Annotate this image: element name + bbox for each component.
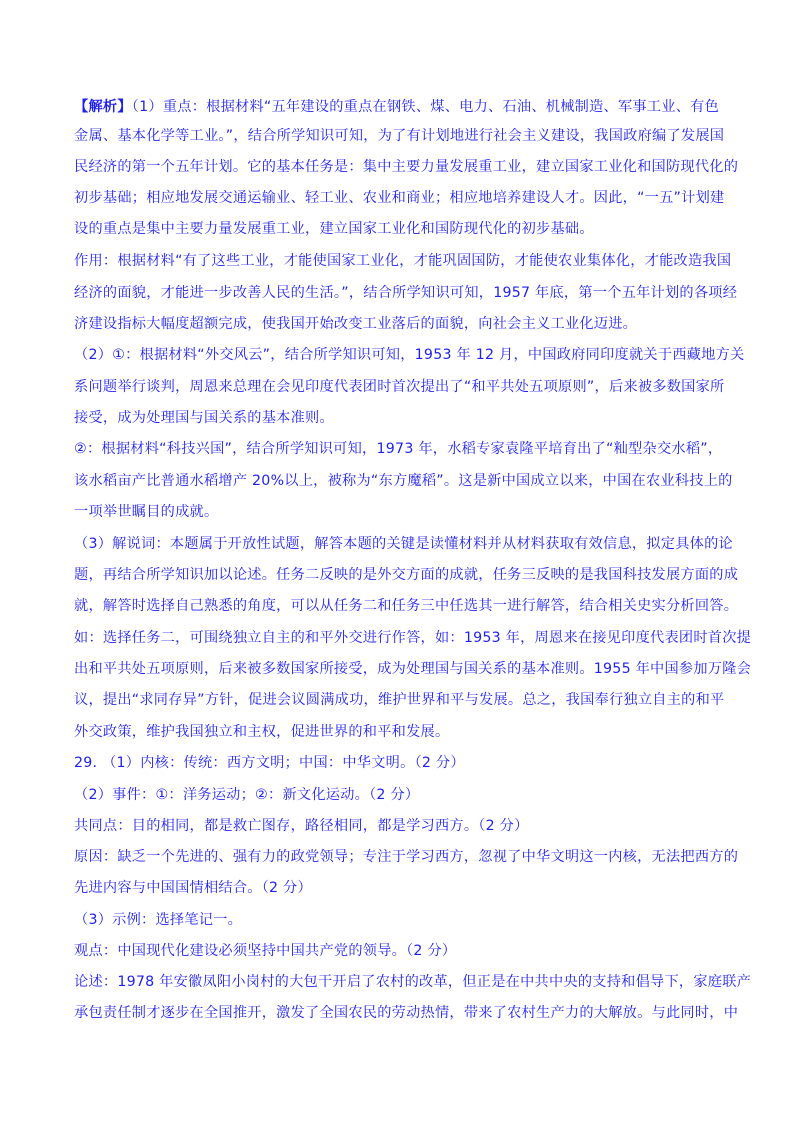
paragraph-line: 出和平共处五项原则，后来被多数国家所接受，成为处理国与国关系的基本准则。1955 年中国参加万隆会 bbox=[74, 661, 752, 677]
paragraph-line: 观点：中国现代化建设必须坚持中国共产党的领导。（2 分） bbox=[74, 943, 457, 959]
paragraph-line: 先进内容与中国国情相结合。（2 分） bbox=[74, 880, 312, 896]
paragraph-line: 外交政策，维护我国独立和主权，促进世界的和平和发展。 bbox=[74, 724, 450, 740]
paragraph-line: 一项举世瞩目的成就。 bbox=[74, 504, 219, 520]
paragraph-line: （2）①：根据材料“外交风云”，结合所学知识可知，1953 年 12 月，中国政府同印度就关于西藏地方关 bbox=[74, 347, 745, 363]
paragraph-line: ②：根据材料“科技兴国”，结合所学知识可知，1973 年，水稻专家袁隆平培育出了“籼型杂交水稻”， bbox=[74, 441, 723, 457]
paragraph-line: 初步基础；相应地发展交通运输业、轻工业、农业和商业；相应地培养建设人才。因此，“一五”计划建 bbox=[74, 190, 725, 206]
paragraph-line: 民经济的第一个五年计划。它的基本任务是：集中主要力量发展重工业，建立国家工业化和国防现代化的 bbox=[74, 159, 739, 175]
paragraph-line: 金属、基本化学等工业。”，结合所学知识可知，为了有计划地进行社会主义建设，我国政府编了发展国 bbox=[74, 128, 725, 144]
paragraph-line: 如：选择任务二，可围绕独立自主的和平外交进行作答，如：1953 年，周恩来在接见印度代表团时首次提 bbox=[74, 630, 752, 646]
paragraph-line: 题，再结合所学知识加以论述。任务二反映的是外交方面的成就，任务三反映的是我国科技发展方面的成 bbox=[74, 567, 739, 583]
paragraph-line: 共同点：目的相同，都是救亡图存，路径相同，都是学习西方。（2 分） bbox=[74, 818, 529, 834]
paragraph-line: 该水稻亩产比普通水稻增产 20%以上，被称为“东方魔稻”。这是新中国成立以来，中国在农业科技上的 bbox=[74, 473, 733, 489]
paragraph-line: 【解析】（1）重点：根据材料“五年建设的重点在钢铁、煤、电力、石油、机械制造、军事工业、有色 bbox=[74, 99, 720, 115]
paragraph-line: 原因：缺乏一个先进的、强有力的政党领导；专注于学习西方，忽视了中华文明这一内核，无法把西方的 bbox=[74, 849, 739, 865]
paragraph-line: 系问题举行谈判，周恩来总理在会见印度代表团时首次提出了“和平共处五项原则”，后来被多数国家所 bbox=[74, 379, 725, 395]
paragraph-line: 承包责任制才逐步在全国推开，激发了全国农民的劳动热情，带来了农村生产力的大解放。与此同时，中 bbox=[74, 1005, 739, 1021]
paragraph-line: 济建设指标大幅度超额完成，使我国开始改变工业落后的面貌，向社会主义工业化迈进。 bbox=[74, 316, 638, 332]
paragraph-line: （2）事件：①：洋务运动；②：新文化运动。（2 分） bbox=[74, 787, 420, 803]
paragraph-line: 议，提出“求同存异”方针，促进会议圆满成功，维护世界和平与发展。总之，我国奉行独立自主的和平 bbox=[74, 692, 725, 708]
paragraph-line: 论述：1978 年安徽凤阳小岗村的大包干开启了农村的改革，但正是在中共中央的支持和倡导下，家庭联产 bbox=[74, 974, 752, 990]
analysis-tag: 【解析】 bbox=[74, 99, 132, 115]
paragraph-line: （3）解说词：本题属于开放性试题，解答本题的关键是读懂材料并从材料获取有效信息，拟定具体的论 bbox=[74, 536, 733, 552]
paragraph-line: 作用：根据材料“有了这些工业，才能使国家工业化，才能巩固国防，才能使农业集体化，才能改造我国 bbox=[74, 253, 732, 269]
paragraph-line: 设的重点是集中主要力量发展重工业，建立国家工业化和国防现代化的初步基础。 bbox=[74, 221, 594, 237]
paragraph-line: 经济的面貌，才能进一步改善人民的生活。”，结合所学知识可知，1957 年底，第一个五年计划的各项经 bbox=[74, 285, 738, 301]
paragraph-line: 29. （1）内核：传统：西方文明；中国：中华文明。（2 分） bbox=[74, 755, 465, 771]
paragraph-line: （3）示例：选择笔记一。 bbox=[74, 912, 243, 928]
paragraph-line: 就，解答时选择自己熟悉的角度，可以从任务二和任务三中任选其一进行解答，结合相关史实分析回答。 bbox=[74, 598, 739, 614]
paragraph-line: 接受，成为处理国与国关系的基本准则。 bbox=[74, 410, 334, 426]
